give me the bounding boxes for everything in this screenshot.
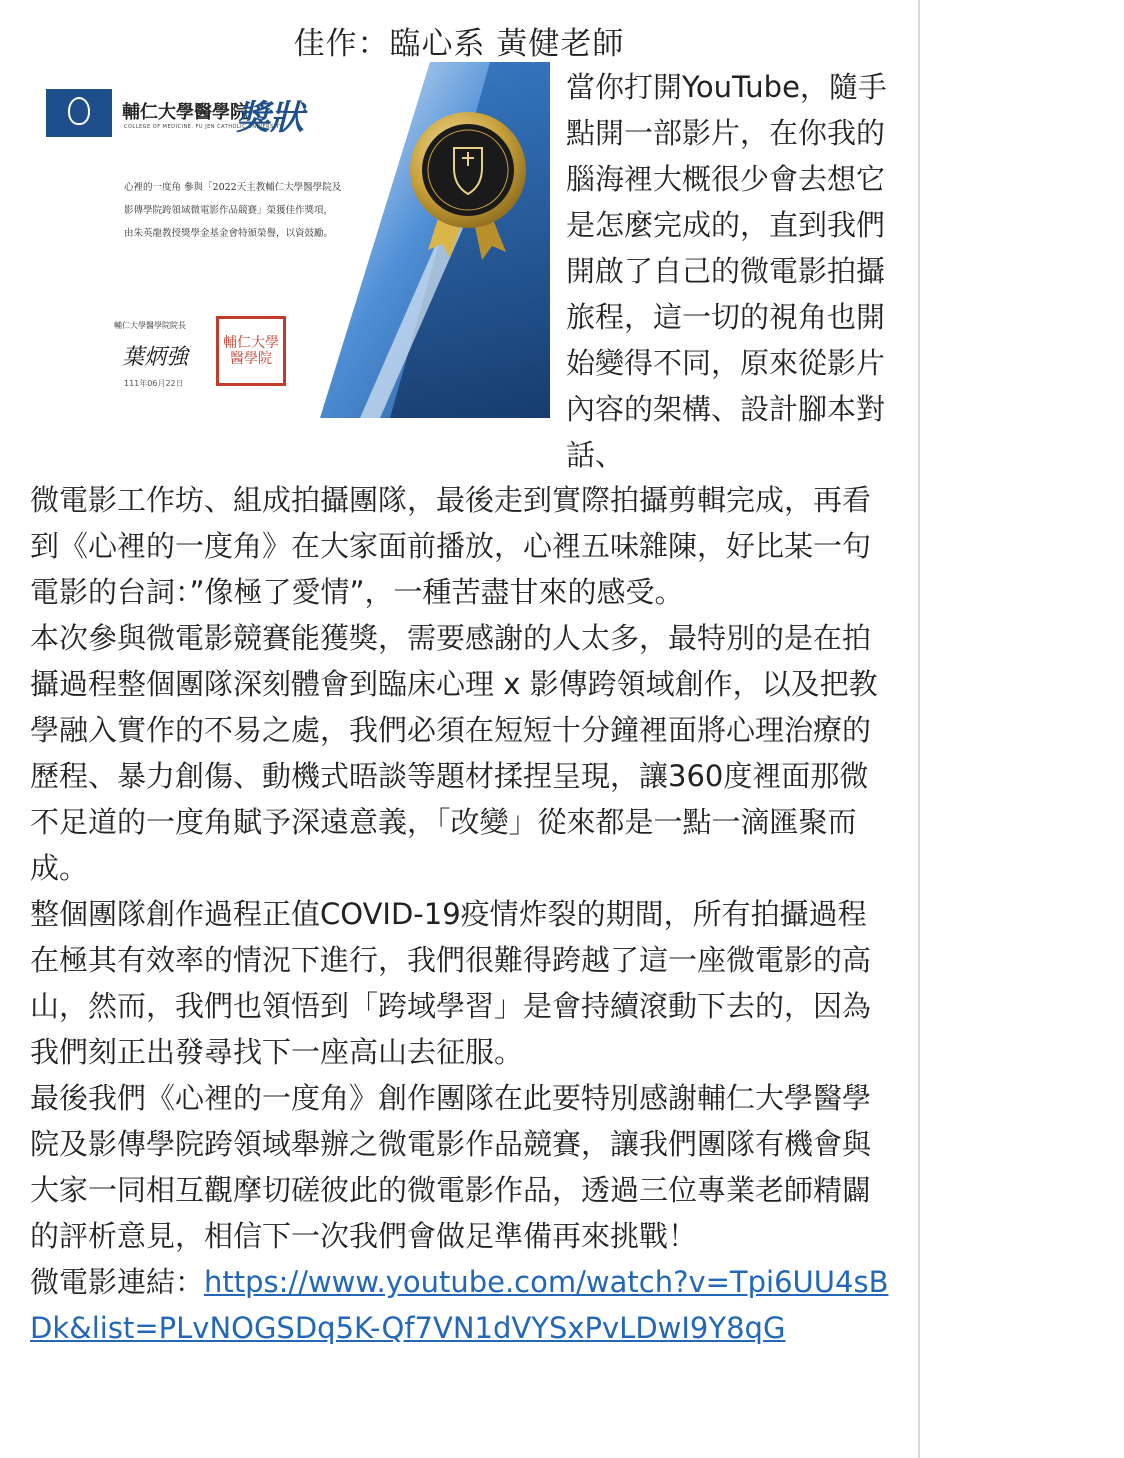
certificate-school-name-en: COLLEGE OF MEDICINE, FU JEN CATHOLIC UNIVERSITY [124, 124, 283, 130]
certificate-signature: 葉炳強 [122, 345, 189, 370]
paragraph-3: 整個團隊創作過程正值COVID-19疫情炸裂的期間，所有拍攝過程在極其有效率的情況下進行，我們很難得跨越了這一座微電影的高山，然而，我們也領悟到「跨域學習」是會持續滾動下去的，因為我們刻正出發尋找下一座高山去征服。 [30, 897, 872, 1069]
certificate-school-name: 輔仁大學醫學院 [122, 102, 248, 123]
certificate-dean-title: 輔仁大學醫學院院長 [114, 321, 186, 330]
award-certificate-image [30, 62, 550, 418]
school-emblem-icon [68, 97, 90, 125]
paragraph-1-beside-image: 當你打開YouTube，隨手點開一部影片，在你我的腦海裡大概很少會去想它是怎麼完成的，直到我們開啟了自己的微電影拍攝旅程，這一切的視角也開始變得不同，原來從影片內容的架構、設計腳本對話、 [566, 70, 887, 472]
video-link[interactable]: https://www.youtube.com/watch?v=Tpi6UU4sBDk&list=PLvNOGSDq5K-Qf7VN1dVYSxPvLDwI9Y8qG [30, 1265, 889, 1345]
paragraph-1-continued: 微電影工作坊、組成拍攝團隊，最後走到實際拍攝剪輯完成，再看到《心裡的一度角》在大家面前播放，心裡五味雜陳，好比某一句電影的台詞：”像極了愛情”，一種苦盡甘來的感受。 [30, 483, 872, 609]
page-title: 佳作：臨心系 黃健老師 [293, 26, 625, 62]
school-logo [46, 89, 112, 137]
paragraph-4: 最後我們《心裡的一度角》創作團隊在此要特別感謝輔仁大學醫學院及影傳學院跨領域舉辦之微電影作品競賽，讓我們團隊有機會與大家一同相互觀摩切磋彼此的微電影作品，透過三位專業老師精闢的評析意見，相信下一次我們會做足準備再來挑戰！ [30, 1081, 872, 1253]
video-link-line [30, 1259, 890, 1351]
certificate-body-text: 心裡的一度角 參與「2022天主教輔仁大學醫學院及 影傳學院跨領域微電影作品競賽」榮獲佳作獎項， 由朱英龍教授獎學金基金會特頒榮譽，以資鼓勵。 [124, 182, 342, 239]
certificate-seal-stamp: 輔仁大學醫學院 [216, 316, 286, 386]
certificate-award-title: 獎狀 [236, 98, 304, 138]
article-body [30, 477, 890, 1351]
paragraph-2: 本次參與微電影競賽能獲獎，需要感謝的人太多，最特別的是在拍攝過程整個團隊深刻體會到臨床心理 x 影傳跨領域創作，以及把教學融入實作的不易之處，我們必須在短短十分鐘裡面將心理治療的歷程、暴力創傷、動機式晤談等題材揉捏呈現，讓360度裡面那微不足道的一度角賦予深遠意義，「改變」從來都是一點一滴匯聚而成。 [30, 621, 878, 885]
page-divider [918, 0, 920, 1458]
video-link-label: 微電影連結： [30, 1265, 205, 1299]
certificate-date: 111年06月22日 [124, 379, 184, 388]
